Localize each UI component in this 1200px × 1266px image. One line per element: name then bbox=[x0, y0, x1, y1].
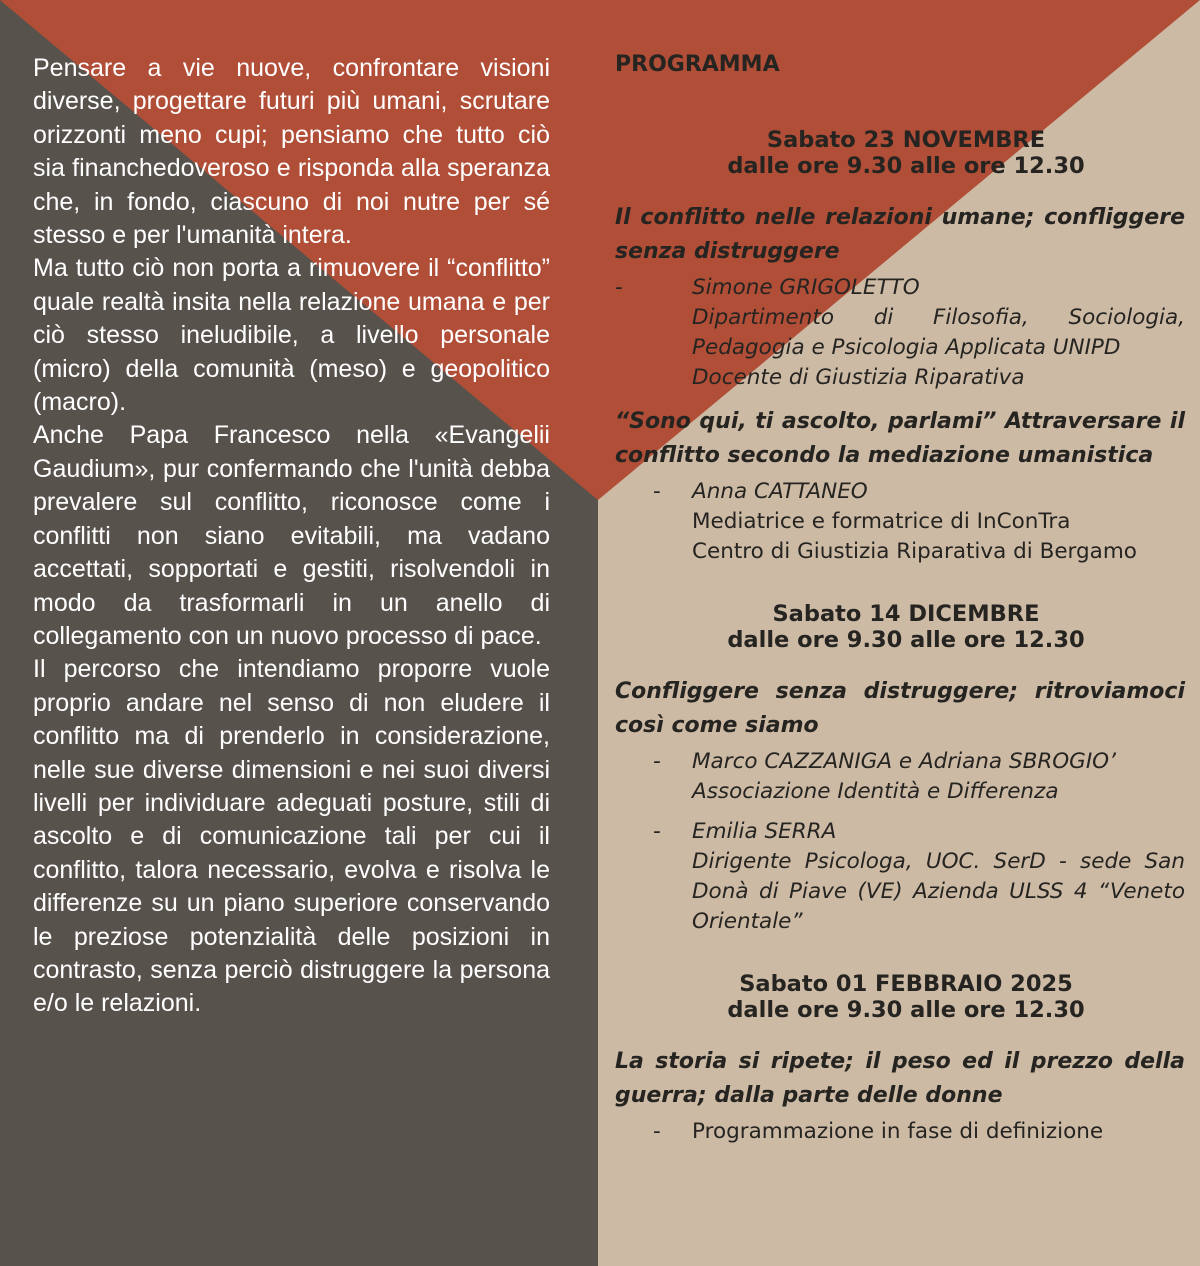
intro-paragraph-1: Pensare a vie nuove, confrontare visioni diverse, progettare futuri più umani, scrutare orizzonti meno cupi; pensiamo che tutto ciò sia financhedoveroso e risponda alla speranza che, in fondo, ciascuno di noi nutre per sé stesso e per l'umanità intera. bbox=[33, 54, 550, 250]
speaker-name: Simone GRIGOLETTO bbox=[692, 275, 920, 300]
session-1-speaker-2 bbox=[615, 477, 1185, 567]
session-1-date-line: Sabato 23 NOVEMBRE bbox=[766, 127, 1046, 153]
session-2-speaker-1 bbox=[615, 747, 1185, 807]
bullet-dash: - bbox=[653, 479, 661, 504]
session-2-speaker-2 bbox=[615, 817, 1185, 937]
session-3-date-line: Sabato 01 FEBBRAIO 2025 bbox=[739, 971, 1073, 997]
speaker-name: Emilia SERRA bbox=[692, 819, 837, 844]
session-3-speaker-1 bbox=[615, 1117, 1185, 1147]
session-2-time: dalle ore 9.30 alle ore 12.30 bbox=[727, 627, 1085, 653]
speaker-role: Mediatrice e formatrice di InConTra bbox=[692, 509, 1071, 534]
session-2-date bbox=[615, 601, 1185, 653]
bullet-dash: - bbox=[653, 1119, 661, 1144]
session-1-date bbox=[615, 127, 1185, 179]
session-2-date-line: Sabato 14 DICEMBRE bbox=[772, 601, 1040, 627]
speaker-name: Anna CATTANEO bbox=[692, 479, 868, 504]
speaker-role: Dipartimento di Filosofia, Sociologia, Pedagogia e Psicologia Applicata UNIPD bbox=[692, 305, 1185, 360]
intro-text bbox=[33, 52, 550, 1021]
bullet-dash: - bbox=[653, 819, 661, 844]
intro-paragraph-2: Ma tutto ciò non porta a rimuovere il “conflitto” quale realtà insita nella relazione umana e per ciò stesso ineludibile, a livello personale (micro) della comunità (meso) e geopolitico (macro). bbox=[33, 254, 550, 417]
intro-paragraph-3: Anche Papa Francesco nella «Evangelii Gaudium», pur confermando che l'unità debba prevalere sul conflitto, riconosce come i conflitti non siano evitabili, ma vadano accettati, sopportati e gestiti, risolvendoli in modo da trasformarli in un anello di collegamento con un nuovo processo di pace. bbox=[33, 421, 550, 650]
speaker-role: Dirigente Psicologa, UOC. SerD - sede San Donà di Piave (VE) Azienda ULSS 4 “Veneto Orientale” bbox=[692, 849, 1185, 934]
session-1-topic-1: Il conflitto nelle relazioni umane; confliggere senza distruggere bbox=[615, 205, 1185, 264]
speaker-role: Associazione Identità e Differenza bbox=[692, 779, 1059, 804]
speaker-name: Programmazione in fase di definizione bbox=[692, 1119, 1104, 1144]
session-3-date bbox=[615, 971, 1185, 1023]
session-2-topic-1: Confliggere senza distruggere; ritroviamoci così come siamo bbox=[615, 679, 1185, 738]
session-3-topic-1: La storia si ripete; il peso ed il prezzo della guerra; dalla parte delle donne bbox=[615, 1049, 1185, 1108]
bullet-dash: - bbox=[615, 275, 623, 300]
intro-paragraph-4: Il percorso che intendiamo proporre vuole proprio andare nel senso di non eludere il conflitto ma di prenderlo in considerazione, nelle sue diverse dimensioni e nei suoi diversi livelli per individuare adeguati posture, stili di ascolto e di comunicazione tali per cui il conflitto, talora necessario, evolva e risolva le differenze su un piano superiore conservando le preziose potenzialità delle posizioni in contrasto, senza perciò distruggere la persona e/o le relazioni. bbox=[33, 655, 550, 1018]
speaker-role: Centro di Giustizia Riparativa di Bergamo bbox=[692, 539, 1137, 564]
session-1-time: dalle ore 9.30 alle ore 12.30 bbox=[727, 153, 1085, 179]
program-title: PROGRAMMA bbox=[615, 52, 780, 77]
session-1-topic-2: “Sono qui, ti ascolto, parlami” Attraversare il conflitto secondo la mediazione umanistica bbox=[615, 409, 1185, 468]
program-panel bbox=[615, 52, 1185, 1157]
session-1-speaker-1 bbox=[615, 273, 1185, 393]
speaker-name: Marco CAZZANIGA e Adriana SBROGIO’ bbox=[692, 749, 1116, 774]
bullet-dash: - bbox=[653, 749, 661, 774]
session-3-time: dalle ore 9.30 alle ore 12.30 bbox=[727, 997, 1085, 1023]
speaker-role: Docente di Giustizia Riparativa bbox=[692, 365, 1025, 390]
